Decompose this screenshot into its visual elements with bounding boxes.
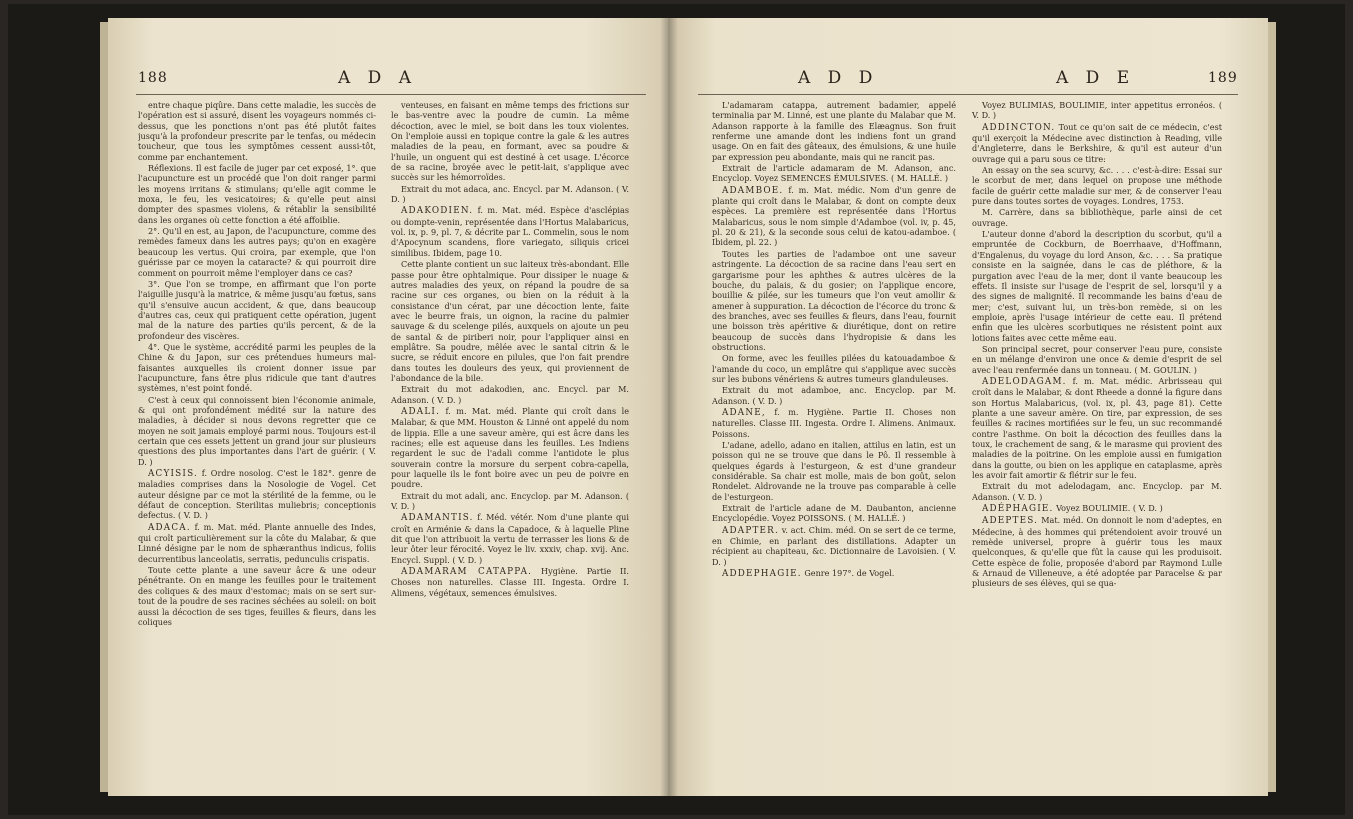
dictionary-entry [391, 406, 629, 490]
paragraph [712, 353, 956, 384]
book-gutter [660, 18, 678, 796]
paragraph [138, 226, 376, 278]
entry-headword: ADAMBOE. [722, 185, 784, 196]
entry-text: f. m. Mat. médic. Arbrisseau qui croît dans le Malabar, & dont Rheede a donné la figure dans son Hortus Malabaricus, (vol. ix, pl. 43, page 81). Cette plante a une saveur amère. On tire, par expression, de ses feuilles & racines mortifiées sur le feu, un suc recommandé contre l'asthme. On boit la décoction des feuilles dans la toux, le crachement de sang, & le marasme qui provient des maladies de la poitrine. On les emploie aussi en fumigation dans la goutte, ou bien on les applique en cataplasme, après les avoir fait amortir & flétrir sur le feu. [972, 375, 1222, 481]
entry-headword: ADEPTES. [982, 516, 1039, 527]
entry-text: f. Ordre nosolog. C'est le 182°. genre de maladies comprises dans la Nosologie de Vogel. Cet auteur désigne par ce mot la stérilité de la femme, ou le défaut de conception. Sterilitas muliebris; conceptionis defectus. ( V. D. ) [138, 468, 376, 521]
right-page-header [668, 64, 1268, 92]
paragraph [391, 491, 629, 512]
paragraph [391, 259, 629, 383]
paragraph [712, 385, 956, 406]
column-left-2 [391, 100, 629, 796]
column-right-1 [712, 100, 956, 796]
dictionary-entry [391, 566, 629, 598]
entry-headword: ADDINCTON. [982, 122, 1056, 133]
page-number: 188 [138, 70, 168, 86]
paragraph [972, 207, 1222, 228]
entry-text: C'est à ceux qui connoissent bien l'économie animale, & qui ont profondément médité sur la nature des maladies, à décider si nous devons regretter que ce moyen ne soit jamais employé parmi nous. Toujours est-il certain que ces essets jettent un grand jour sur plusieurs questions des plus importantes dans l'art de guérir. ( V. D. ) [138, 394, 376, 467]
entry-text: 3°. Que l'on se trompe, en affirmant que l'on porte l'aiguille jusqu'à la matrice, & même jusqu'au fœtus, sans qu'il s'ensuive aucun accident, & que, dans beaucoup d'autres cas, ceux qui pratiquent cette opération, jugent mal de la nature des parties qu'ils percent, & de la profondeur des viscères. [138, 278, 376, 341]
header-rule [136, 94, 646, 95]
entry-text: L'adane, adello, adano en italien, attilus en latin, est un poisson qui ne se trouve que dans le Pô. Il ressemble à quelques égards à l'esturgeon, & est d'une grandeur considérable. Sa chair est molle, mais de bon goût, selon Rondelet. Aldrovande ne la trouve pas comparable à celle de l'esturgeon. [712, 440, 956, 502]
entry-text: Toutes les parties de l'adamboe ont une saveur astringente. La décoction de sa racine dans l'eau sert en gargarisme pour les aphthes & autres ulcères de la bouche, du palais, & du gosier; on l'applique encore, bouillie & pilée, sur les tumeurs que l'on veut amollir & amener à suppuration. La décoction de l'écorce du tronc & des branches, avec ses feuilles & fleurs, dans l'eau, fournit une boisson très apéritive & diurétique, dont on retire beaucoup de succès dans l'hydropisie & dans les obstructions. [712, 248, 956, 352]
dictionary-entry [138, 468, 376, 521]
paragraph [712, 249, 956, 352]
entry-text: L'auteur donne d'abord la description du scorbut, qu'il a empruntée de Cockburn, de Boerrhaave, d'Hoffmann, d'Engalenus, du voyage du lord Anson, &c. . . . Sa pratique consiste en la saignée, dans le cas de pléthore, & la purgation avec l'eau de la mer, dont il vante beaucoup les effets. Il insiste sur l'usage de l'esprit de sel, lorsqu'il y a des signes de malignité. Il recommande les bains d'eau de mer; c'est, suivant lui, un très-bon remède, si on les emploie, après l'usage intérieur de cette eau. Il prétend enfin que les ulcères scorbutiques ne résistent point aux lotions faites avec cette même eau. [972, 229, 1222, 343]
entry-text: Genre 197°. de Vogel. [801, 568, 895, 579]
entry-headword: ACYISIS. [148, 469, 198, 480]
paragraph [972, 165, 1222, 206]
paragraph [712, 163, 956, 184]
dictionary-entry [972, 515, 1222, 588]
entry-text: Extrait du mot adelodagam, anc. Encyclop. par M. Adanson. ( V. D. ) [972, 481, 1222, 502]
entry-text: f. Méd. vétér. Nom d'une plante qui croît en Arménie & dans la Capadoce, & à laquelle Pline dit que l'on attribuoit la vertu de terrasser les lions & de leur ôter leur férocité. Voyez le liv. xxxiv, chap. xvij. Anc. Encycl. Suppl. ( V. D. ) [391, 512, 629, 565]
dictionary-entry [972, 122, 1222, 164]
entry-text: v. act. Chim. méd. On se sert de ce terme, en Chimie, en parlant des distillations. Adapter un récipient au chapiteau, &c. Dictionnaire de Lavoisien. ( V. D. ) [712, 524, 956, 567]
entry-text: Son principal secret, pour conserver l'eau pure, consiste en un mélange d'environ une once & demie d'esprit de sel avec l'eau renfermée dans un tonneau. ( M. GOULIN. ) [972, 343, 1222, 375]
entry-text: Voyez BULIMIAS, BOULIMIE, inter appetitus erronéos. ( V. D. ) [972, 100, 1222, 121]
entry-headword: ADÉPHAGIE. [982, 504, 1054, 515]
dictionary-entry [138, 522, 376, 564]
entry-headword: ADACA. [148, 522, 191, 533]
page-number: 189 [1208, 70, 1238, 86]
paragraph [138, 395, 376, 467]
entry-text: Tout ce qu'on sait de ce médecin, c'est qu'il exerçoit la Médecine avec distinction à Reading, ville d'Angleterre, dans le Berkshire, & qu'il est auteur d'un ouvrage qui a paru sous ce titre: [972, 121, 1222, 164]
entry-text: f. m. Hygiène. Partie II. Choses non naturelles. Classe III. Ingesta. Ordre I. Alimens. Animaux. Poissons. [712, 406, 956, 439]
entry-text: Réflexions. Il est facile de juger par cet exposé, 1°. que l'acupuncture est un procédé que l'on doit ranger parmi les moyens irritans & stimulans; qu'elle agit comme le moxa, le feu, les vesicatoires; & qu'elle peut ainsi dompter des spasmes violens, & rétablir la sensibilité dans les organes où cette fonction a été affoiblie. [138, 163, 376, 225]
entry-text: Voyez BOULIMIE. ( V. D. ) [1053, 503, 1163, 514]
dictionary-entry [712, 525, 956, 567]
paragraph [391, 384, 629, 405]
paragraph [138, 279, 376, 341]
column-left-1 [138, 100, 376, 796]
entry-text: 4°. Que le système, accrédité parmi les peuples de la Chine & du Japon, sur ces prétendues humeurs mal-faisantes auxquelles ils croient donner issue par l'acupuncture, fans être plus ridicule que tant d'autres systèmes, n'est point fondé. [138, 341, 376, 394]
running-title: A D A [338, 68, 417, 88]
dictionary-entry [972, 503, 1222, 514]
entry-text: Extrait du mot adali, anc. Encyclop. par M. Adanson. ( V. D. ) [391, 490, 629, 512]
paragraph [712, 100, 956, 162]
running-title-right: A D E [1056, 68, 1136, 88]
entry-text: Extrait du mot adakodien, anc. Encycl. par M. Adanson. ( V. D. ) [391, 384, 629, 405]
dictionary-entry [712, 568, 956, 579]
left-page-header [108, 64, 668, 92]
entry-text: Mat. méd. On donnoit le nom d'adeptes, en Médecine, à des hommes qui prétendoient avoir trouvé un remède universel, propre à guérir tous les maux quelconques, & qu'elle que fût la cause qui les produisoit. Cette espèce de folie, proposée d'abord par Raymond Lulle & Arnaud de Villeneuve, a été adoptée par Paracelse & par plusieurs de ses élèves, qui se qua- [972, 515, 1222, 589]
paragraph [972, 100, 1222, 121]
entry-text: An essay on the sea scurvy, &c. . . . c'est-à-dire: Essai sur le scorbut de mer, dans lequel on propose une méthode facile de guérir cette maladie sur mer, & de conserver l'eau pure dans toutes sortes de voyages. Londres, 1753. [972, 165, 1222, 207]
paragraph [712, 440, 956, 502]
entry-text: Extrait de l'article adane de M. Daubanton, ancienne Encyclopédie. Voyez POISSONS. ( M. HALLÉ. ) [712, 503, 956, 524]
dictionary-entry [391, 205, 629, 258]
entry-text: Extrait de l'article adamaram de M. Adanson, anc. Encyclop. Voyez SEMENCES ÉMULSIVES. ( M. HALLÉ. ) [712, 163, 956, 184]
entry-text: Extrait du mot adamboe, anc. Encyclop. par M. Adanson. ( V. D. ) [712, 385, 956, 406]
dictionary-entry [972, 376, 1222, 480]
entry-text: Cette plante contient un suc laiteux très-abondant. Elle passe pour être ophtalmique. Pour dissiper le nuage & autres maladies des yeux, on répand la poudre de sa racine sur ces organes, ou bien on la réduit à la consistance d'un cérat, par une décoction lente, faite avec le beurre frais, un oignon, la racine du palmier sauvage & du scelenge pilés, auxquels on ajoute un peu de santal & de piriberi noir, pour l'appliquer ainsi en emplâtre. Sa poudre, mêlée avec le santal citrin & le sucre, se réduit encore en pilules, que l'on fait prendre dans toutes les douleurs des yeux, qui proviennent de l'abondance de la bile. [391, 259, 629, 383]
dictionary-entry [712, 407, 956, 439]
running-title-left: A D D [798, 68, 879, 88]
column-right-2 [972, 100, 1222, 796]
paragraph [972, 229, 1222, 343]
entry-text: On forme, avec les feuilles pilées du katouadamboe & l'amande du coco, un emplâtre qui s'applique avec succès sur les bubons vénériens & autres tumeurs glanduleuses. [712, 353, 956, 384]
right-page [668, 18, 1268, 796]
paragraph [972, 344, 1222, 375]
paragraph [391, 100, 629, 183]
paragraph [712, 503, 956, 524]
entry-text: f. m. Mat. méd. Plante qui croît dans le Malabar, & que MM. Houston & Linné ont appelé du nom de lippia. Elle a une saveur amère, qui est âcre dans les racines; elle est aqueuse dans les feuilles. Les Indiens regardent le suc de l'adali comme l'antidote le plus souverain contre la morsure du serpent cobra-capella, pour laquelle ils le font boire avec un peu de poivre en poudre. [391, 405, 629, 490]
entry-headword: ADAMANTIS. [401, 513, 474, 524]
entry-text: Extrait du mot adaca, anc. Encycl. par M. Adanson. ( V. D. ) [391, 183, 629, 205]
paragraph [138, 100, 376, 162]
entry-text: M. Carrère, dans sa bibliothèque, parle ainsi de cet ouvrage. [972, 207, 1222, 228]
paragraph [138, 163, 376, 225]
left-page [108, 18, 668, 796]
entry-text: venteuses, en faisant en même temps des frictions sur le bas-ventre avec la poudre de cumin. La même décoction, avec le miel, se boit dans les toux violentes. On l'emploie aussi en topique contre la gale & les autres maladies de la peau, en formant, avec sa poudre & l'huile, un onguent qui est destiné à cet usage. L'écorce de sa racine, broyée avec le petit-lait, s'applique avec succès sur les hémorroïdes. [391, 100, 629, 183]
paragraph [138, 342, 376, 394]
entry-text: entre chaque piqûre. Dans cette maladie, les succès de l'opération est si assuré, disent les voyageurs nommés ci-dessus, que les ponctions n'ont pas été plutôt faites jusqu'à la profondeur prescrite par le tenfas, ou médecin toucheur, que tous les symptômes cessent aussi-tôt, comme par enchantement. [138, 100, 376, 162]
entry-text: f. m. Mat. méd. Plante annuelle des Indes, qui croît particulièrement sur la côte du Malabar, & que Linné désigne par le nom de sphæranthus indicus, foliis decurrentibus lanceolatis, serratis, pedunculis crispatis. [138, 521, 376, 564]
entry-headword: ADAMARAM CATAPPA. [401, 567, 533, 578]
entry-headword: ADDEPHAGIE. [722, 569, 802, 580]
entry-text: 2°. Qu'il en est, au Japon, de l'acupuncture, comme des remèdes fameux dans les autres pays; qu'on en exagère beaucoup les vertus. Qui croira, par exemple, que l'on guérisse par ce moyen la cataracte? & qui pourroit dire comment on pourroit même l'employer dans ce cas? [138, 226, 376, 278]
paragraph [391, 184, 629, 205]
entry-text: Hygiène. Partie II. Choses non naturelles. Classe III. Ingesta. Ordre I. Alimens, végétaux, semences émulsives. [391, 566, 629, 598]
dictionary-entry [391, 512, 629, 565]
entry-headword: ADAPTER. [722, 525, 779, 536]
entry-headword: ADALI. [401, 406, 441, 417]
entry-headword: ADAKODIEN. [401, 206, 474, 217]
paragraph [972, 481, 1222, 502]
entry-headword: ADANE, [722, 407, 766, 418]
entry-text: Toute cette plante a une saveur âcre & une odeur pénétrante. On en mange les feuilles pour le traitement des coliques & des maux d'estomac; mais on se sert sur-tout de la poudre de ses racines séchées au soleil: on boit aussi la décoction de ses tiges, feuilles & fleurs, dans les coliques [138, 565, 376, 627]
entry-text: f. m. Mat. méd. Espèce d'asclépias ou dompte-venin, représentée dans l'Hortus Malabaricus, vol. ix, p. 9, pl. 7, & décrite par L. Commelin, sous le nom d'Apocynum scandens, flore variegato, siliquis cricei similibus. Ibidem, page 10. [391, 205, 629, 258]
entry-text: L'adamaram catappa, autrement badamier, appelé terminalia par M. Linné, est une plante du Malabar que M. Adanson rapporte à la famille des Elæagnus. Son fruit renferme une amande dont les indiens font un grand usage. On en fait des gâteaux, des émulsions, & une huile par expression peu abondante, mais qui ne rancit pas. [712, 100, 956, 162]
header-rule [698, 94, 1238, 95]
entry-headword: ADELODAGAM. [982, 376, 1067, 387]
entry-text: f. m. Mat. médic. Nom d'un genre de plante qui croît dans le Malabar, & dont on compte deux espèces. La première est représentée dans l'Hortus Malabaricus, sous le nom simple d'Adamboe (vol. iv, p. 45, pl. 20 & 21), & la seconde sous celui de katou-adamboe. ( Ibidem, pl. 22. ) [712, 184, 956, 248]
dictionary-entry [712, 185, 956, 248]
paragraph [138, 565, 376, 627]
